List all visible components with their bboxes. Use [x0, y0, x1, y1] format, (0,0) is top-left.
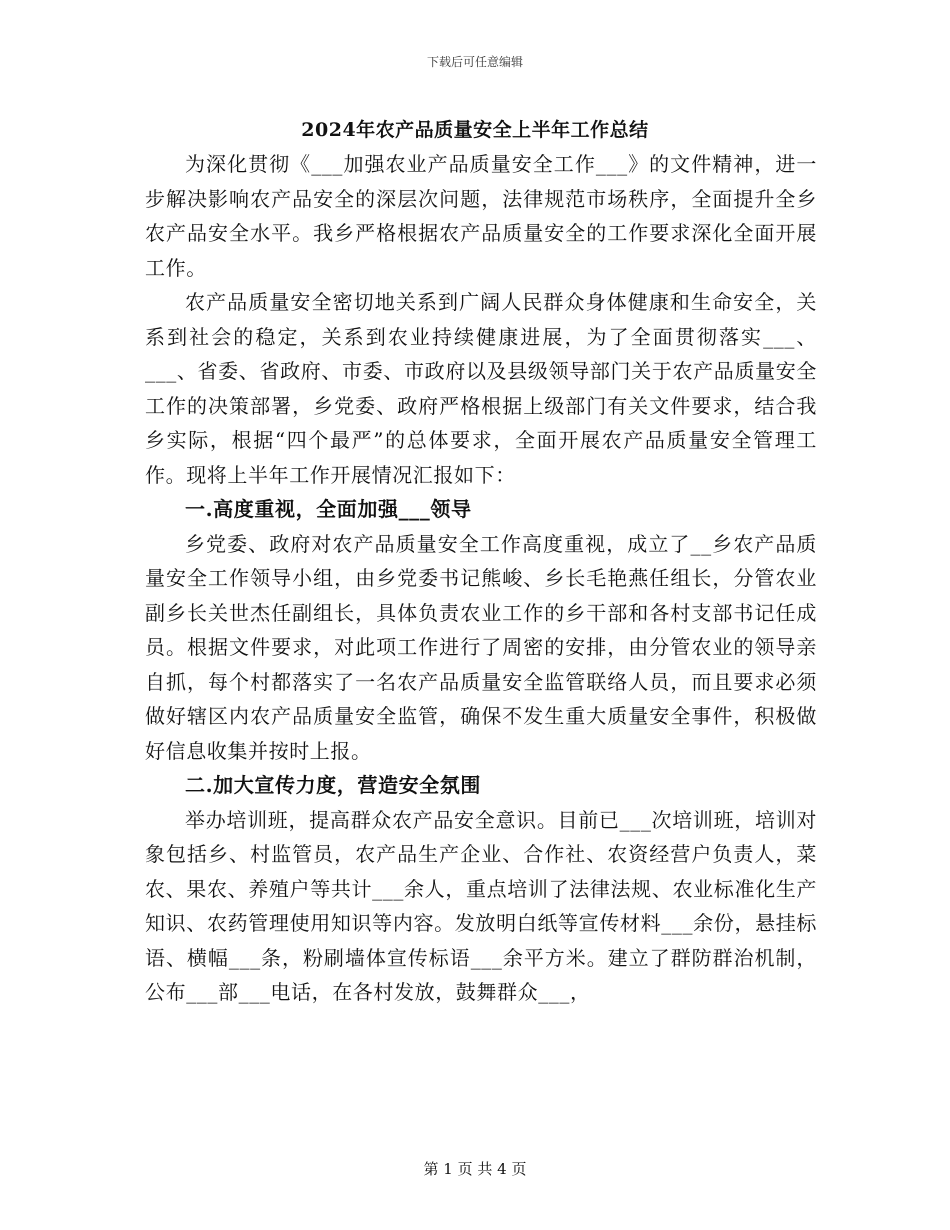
section-1-paragraph: 乡党委、政府对农产品质量安全工作高度重视，成立了__乡农产品质量安全工作领导小组，由乡党委书记熊峻、乡长毛艳燕任组长，分管农业副乡长关世杰任副组长，具体负责农业工作的乡干部和各村支部书记任成员。根据文件要求，对此项工作进行了周密的安排，由分管农业的领导亲自抓，每个村都落实了一名农产品质量安全监管联络人员，而且要求必须做好辖区内农产品质量安全监管，确保不发生重大质量安全事件，积极做好信息收集并按时上报。: [145, 531, 817, 763]
intro-paragraph-2: 农产品质量安全密切地关系到广阔人民群众身体健康和生命安全，关系到社会的稳定，关系到农业持续健康进展，为了全面贯彻落实___、___、省委、省政府、市委、市政府以及县级领导部门关于农产品质量安全工作的决策部署，乡党委、政府严格根据上级部门有关文件要求，结合我乡实际，根据“四个最严”的总体要求，全面开展农产品质量安全管理工作。现将上半年工作开展情况汇报如下：: [145, 290, 817, 487]
document-body: [145, 147, 817, 1010]
intro-paragraph-1: 为深化贯彻《___加强农业产品质量安全工作___》的文件精神，进一步解决影响农产品安全的深层次问题，法律规范市场秩序，全面提升全乡农产品安全水平。我乡严格根据农产品质量安全的工作要求深化全面开展工作。: [145, 152, 817, 280]
header-note: 下载后可任意编辑: [426, 55, 523, 69]
section-heading-1: 一.高度重视，全面加强___领导: [185, 497, 472, 521]
section-2-paragraph: 举办培训班，提高群众农产品安全意识。目前已___次培训班，培训对象包括乡、村监管员，农产品生产企业、合作社、农资经营户负责人，菜农、果农、养殖户等共计___余人，重点培训了法律法规、农业标准化生产知识、农药管理使用知识等内容。发放明白纸等宣传材料___余份，悬挂标语、横幅___条，粉刷墙体宣传标语___余平方米。建立了群防群治机制，公布___部___电话，在各村发放，鼓舞群众___，: [145, 807, 817, 1004]
page-number: 第 1 页 共 4 页: [423, 1160, 527, 1178]
document-title: 2024年农产品质量安全上半年工作总结: [301, 119, 649, 141]
section-heading-2: 二.加大宣传力度，营造安全氛围: [185, 773, 481, 797]
